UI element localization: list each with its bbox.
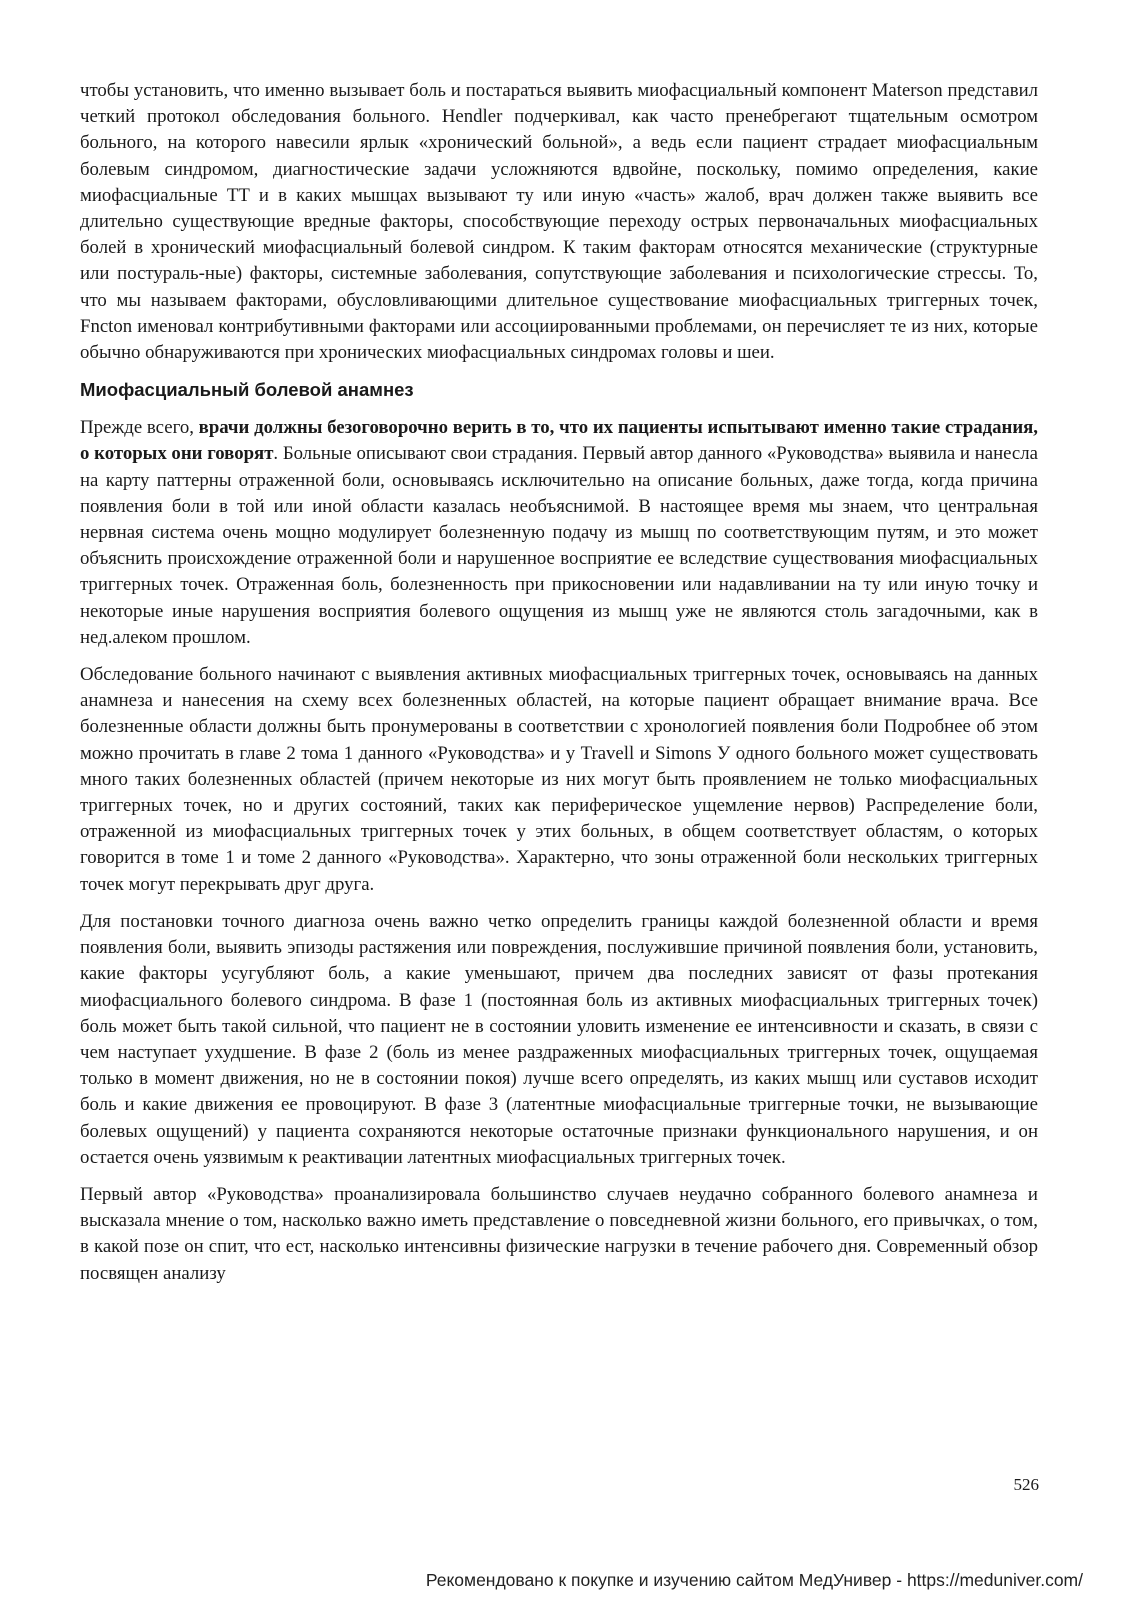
paragraph-belief-rest: . Больные описывают свои страдания. Первый автор данного «Руководства» выявила и нанесла на карту паттерны отраженной боли, основываясь исключительно на описание больных, даже тогда, когда причина появления боли в той или иной области казалась необъяснимой. В настоящее время мы знаем, что центральная нервная система очень мощно модулирует болезненную подачу из мышц по соответствующим путям, и это может объяснить происхождение отраженной боли и нарушенное восприятие ее вследствие существования миофасциальных триггерных точек. Отраженная боль, болезненность при прикосновении или надавливании на ту или иную точку и некоторые иные нарушения восприятия болевого ощущения из мышц уже не являются столь загадочными, как в нед.алеком прошлом.: [80, 443, 1038, 648]
page-body: [80, 78, 1038, 1298]
paragraph-belief: [80, 415, 1038, 651]
paragraph-first-author: Первый автор «Руководства» проанализировала большинство случаев неудачно собранного болевого анамнеза и высказала мнение о том, насколько важно иметь представление о повседневной жизни больного, его привычках, о том, в какой позе он спит, что ест, насколько интенсивны физические нагрузки в течение рабочего дня. Современный обзор посвящен анализу: [80, 1183, 1038, 1284]
section-heading: Миофасциальный болевой анамнез: [80, 379, 414, 401]
page-number: 526: [1013, 1475, 1039, 1494]
paragraph-diagnosis: Для постановки точного диагноза очень важно четко определить границы каждой болезненной области и время появления боли, выявить эпизоды растяжения или повреждения, послужившие причиной появления боли, установить, какие факторы усугубляют боль, а какие уменьшают, причем два последних зависят от фазы протекания миофасциального болевого синдрома. В фазе 1 (постоянная боль из активных миофасциальных триггерных точек) боль может быть такой сильной, что пациент не в состоянии уловить изменение ее интенсивности и сказать, в связи с чем наступает ухудшение. В фазе 2 (боль из менее раздраженных миофасциальных триггерных точек, ощущаемая только в момент движения, но не в состоянии покоя) лучше всего определять, из каких мышц или суставов исходит боль и какие движения ее провоцируют. В фазе 3 (латентные миофасциальные триггерные точки, не вызывающие болевых ощущений) у пациента сохраняются некоторые остаточные признаки функционального нарушения, и он остается очень уязвимым к реактивации латентных миофасциальных триггерных точек.: [80, 910, 1038, 1168]
footer-recommendation: Рекомендовано к покупке и изучению сайтом МедУнивер - https://meduniver.com/: [425, 1570, 1083, 1590]
paragraph-belief-lead: Прежде всего,: [80, 417, 199, 439]
paragraph-intro: чтобы установить, что именно вызывает боль и постараться выявить миофасциальный компонент Materson представил четкий протокол обследования больного. Hendler подчеркивал, как часто пренебрегают тщательным осмотром больного, на которого навесили ярлык «хронический больной», а ведь если пациент страдает миофасциальным болевым синдромом, диагностические задачи усложняются вдвойне, поскольку, помимо определения, какие миофасциальные ТТ и в каких мышцах вызывают ту или иную «часть» жалоб, врач должен также выявить все длительно существующие вредные факторы, способствующие переходу острых первоначальных миофасциальных болей в хронический миофасциальный болевой синдром. К таким факторам относятся механические (структурные или постураль-ные) факторы, системные заболевания, сопутствующие заболевания и психологические стрессы. То, что мы называем факторами, обусловливающими длительное существование миофасциальных триггерных точек, Fncton именовал контрибутивными факторами или ассоциированными проблемами, он перечисляет те из них, которые обычно обнаруживаются при хронических миофасциальных синдромах головы и шеи.: [80, 80, 1038, 364]
paragraph-examination: Обследование больного начинают с выявления активных миофасциальных триггерных точек, основываясь на данных анамнеза и нанесения на схему всех болезненных областей, на которые пациент обращает внимание врача. Все болезненные области должны быть пронумерованы в соответствии с хронологией появления боли Подробнее об этом можно прочитать в главе 2 тома 1 данного «Руководства» и у Travell и Simons У одного больного может существовать много таких болезненных областей (причем некоторые из них могут быть проявлением не только миофасциальных триггерных точек, но и других состояний, таких как периферическое ущемление нервов) Распределение боли, отраженной из миофасциальных триггерных точек у этих больных, в общем соответствует областям, о которых говорится в томе 1 и томе 2 данного «Руководства». Характерно, что зоны отраженной боли нескольких триггерных точек могут перекрывать друг друга.: [80, 664, 1038, 895]
paragraph-belief-emphasis: врачи должны безоговорочно верить в то, что их пациенты испытывают именно такие страдания, о которых они говорят: [80, 417, 1039, 465]
